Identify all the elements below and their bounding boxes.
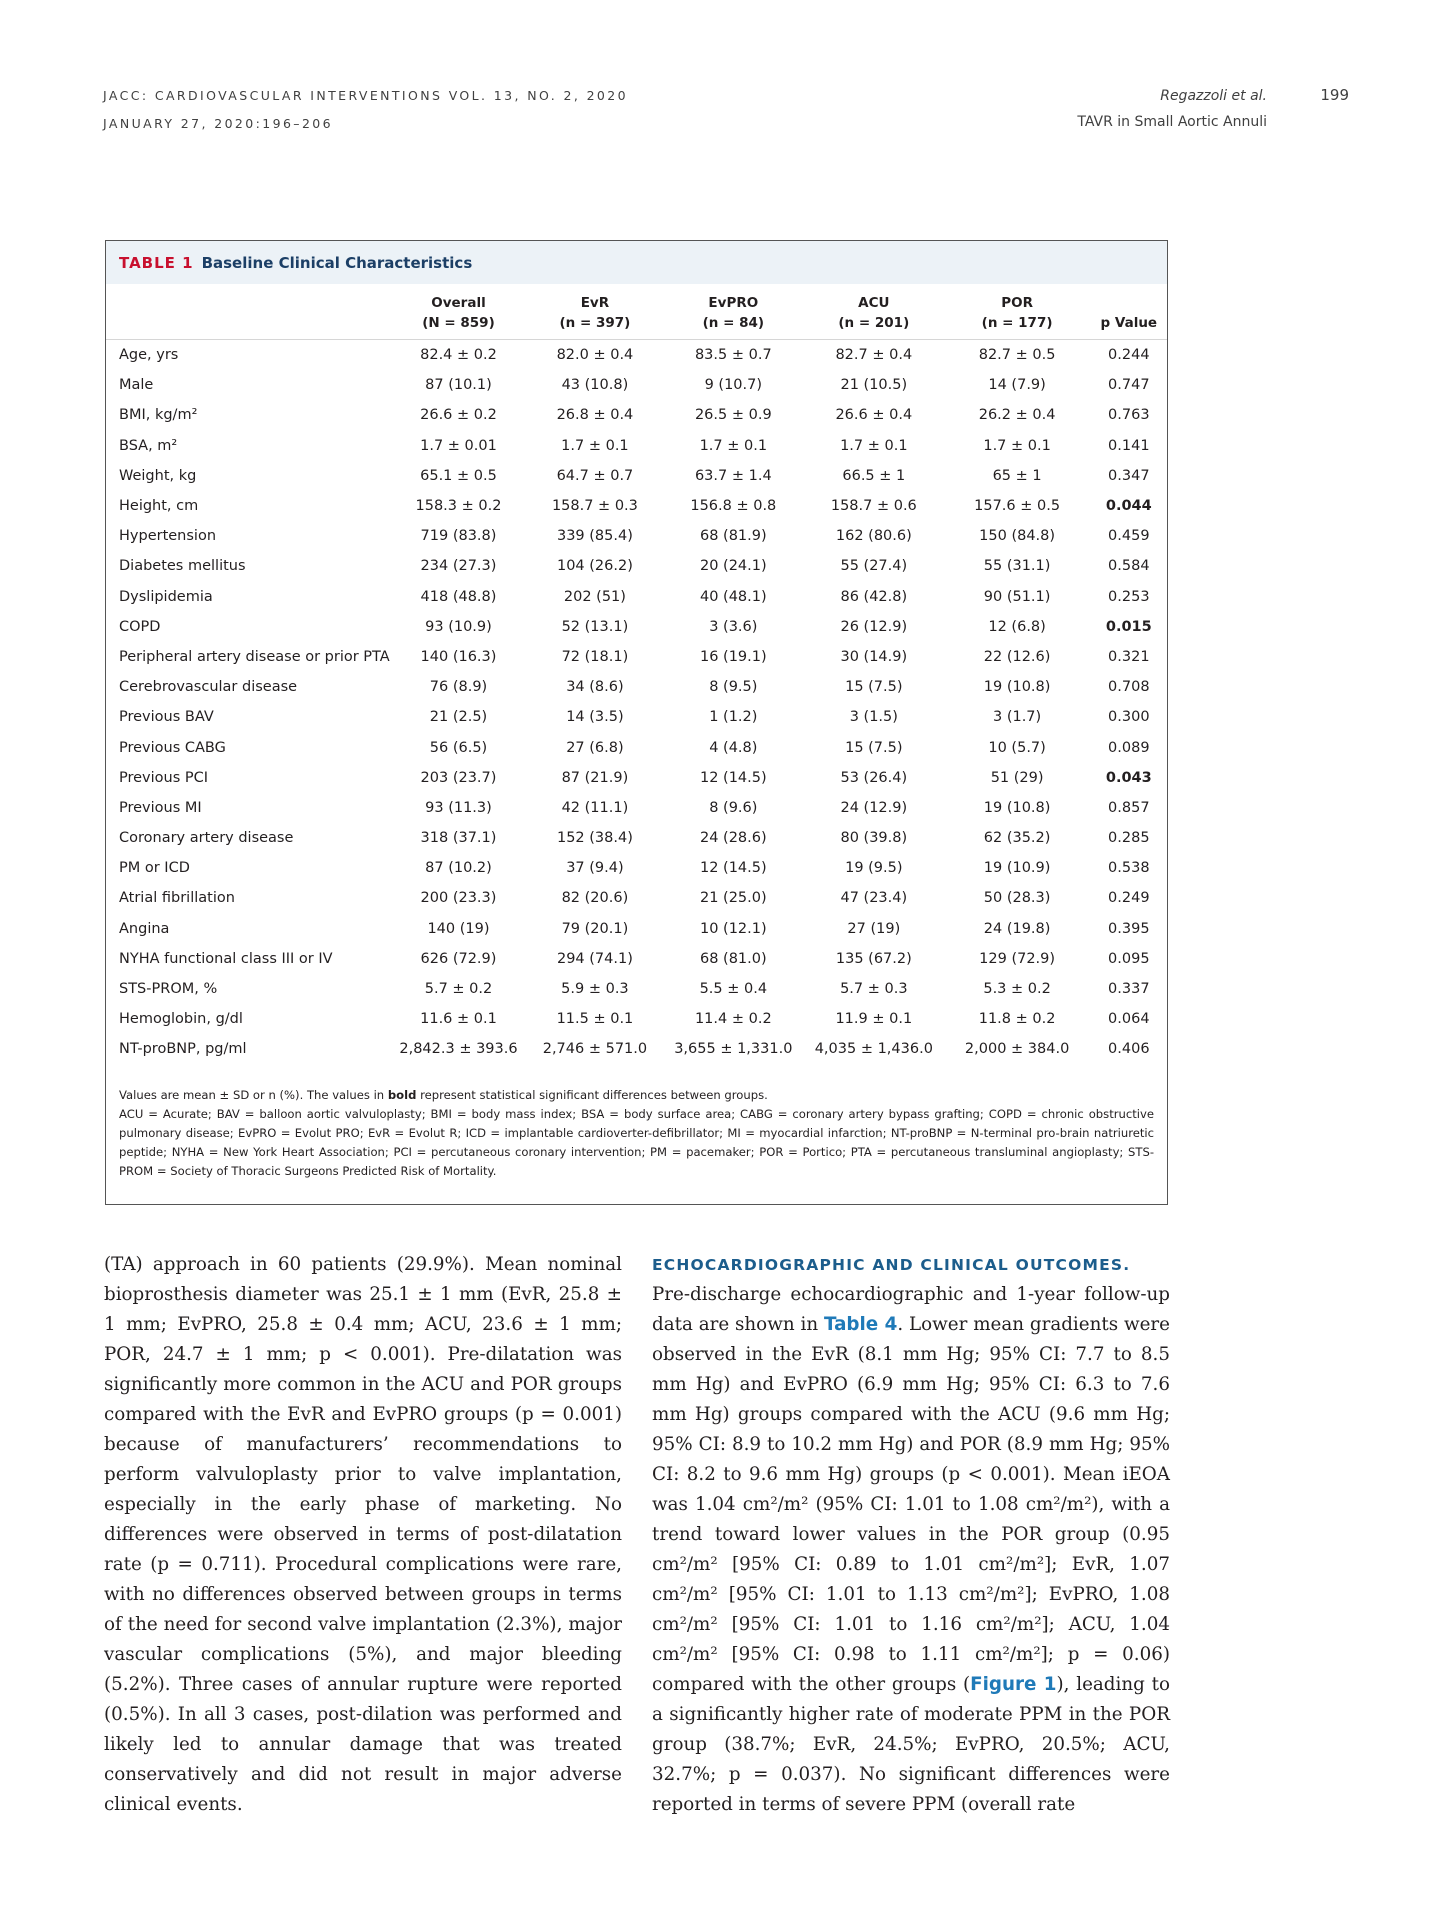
cell-value: 21 (2.5) [429, 709, 488, 726]
cell-value: 157.6 ± 0.5 [974, 498, 1061, 515]
row-label: Previous PCI [119, 769, 209, 786]
p-value: 0.285 [1108, 830, 1150, 847]
table-row [106, 823, 1167, 853]
cell-value: 93 (10.9) [425, 618, 492, 635]
section-heading: ECHOCARDIOGRAPHIC AND CLINICAL OUTCOMES. [652, 1256, 1131, 1274]
cell-value: 5.5 ± 0.4 [699, 981, 768, 998]
cell-value: 53 (26.4) [840, 769, 908, 786]
column-header: Overall (N = 859) [422, 295, 495, 331]
cell-value: 27 (6.8) [566, 739, 624, 756]
row-label: Height, cm [119, 498, 199, 515]
cell-value: 162 (80.6) [835, 528, 912, 545]
cell-value: 68 (81.9) [699, 528, 767, 545]
p-value: 0.406 [1108, 1041, 1150, 1058]
table-row [106, 793, 1167, 823]
cell-value: 65 ± 1 [992, 467, 1042, 484]
cell-value: 19 (10.8) [983, 679, 1051, 696]
cell-value: 19 (9.5) [845, 860, 903, 877]
cell-value: 3,655 ± 1,331.0 [674, 1041, 793, 1058]
table-row [106, 702, 1167, 732]
cell-value: 3 (1.7) [992, 709, 1042, 726]
cell-value: 66.5 ± 1 [842, 467, 906, 484]
cell-value: 626 (72.9) [420, 950, 497, 967]
table-row [106, 732, 1167, 762]
cell-value: 12 (14.5) [699, 860, 767, 877]
row-label: Atrial fibrillation [119, 890, 235, 907]
column-header: POR (n = 177) [981, 295, 1053, 331]
row-label: Previous MI [119, 799, 202, 816]
row-label: Age, yrs [106, 340, 390, 371]
cell-value: 52 (13.1) [561, 618, 629, 635]
cell-value: 4,035 ± 1,436.0 [814, 1041, 933, 1058]
cell-value: 5.3 ± 0.2 [983, 981, 1051, 998]
running-title: TAVR in Small Aortic Annuli [1077, 114, 1267, 130]
figure-1-link[interactable]: Figure 1 [970, 1674, 1057, 1695]
table-row [106, 431, 1167, 461]
table-row [106, 491, 1167, 521]
row-label: STS-PROM, % [119, 981, 218, 998]
table-row [106, 461, 1167, 491]
cell-value: 418 (48.8) [420, 588, 497, 605]
cell-value: 9 (10.7) [704, 377, 763, 394]
table-row [106, 582, 1167, 612]
cell-value: 20 (24.1) [699, 558, 767, 575]
cell-value: 16 (19.1) [699, 648, 767, 665]
cell-value: 50 (28.3) [983, 890, 1051, 907]
row-label: Diabetes mellitus [119, 558, 246, 575]
cell-value: 2,746 ± 571.0 [542, 1041, 648, 1058]
cell-value: 19 (10.9) [983, 860, 1051, 877]
cell-value: 56 (6.5) [429, 739, 488, 756]
cell-value: 5.9 ± 0.3 [561, 981, 629, 998]
table-body [106, 340, 1167, 1065]
cell-value: 24 (28.6) [699, 830, 767, 847]
cell-value: 140 (16.3) [420, 648, 497, 665]
cell-value: 51 (29) [990, 769, 1044, 786]
table-row [106, 1004, 1167, 1034]
cell-value: 14 (7.9) [988, 377, 1046, 394]
cell-value: 4 (4.8) [709, 739, 758, 756]
table-row [106, 612, 1167, 642]
cell-value: 30 (14.9) [840, 648, 908, 665]
cell-value: 82 (20.6) [561, 890, 629, 907]
table-row [106, 521, 1167, 551]
p-value: 0.395 [1108, 920, 1150, 937]
cell-value: 158.7 ± 0.3 [551, 498, 638, 515]
cell-value: 12 (6.8) [988, 618, 1046, 635]
cell-value: 24 (12.9) [840, 799, 908, 816]
cell-value: 12 (14.5) [699, 769, 767, 786]
row-label: COPD [119, 618, 161, 635]
cell-value: 339 (85.4) [556, 528, 633, 545]
cell-value: 158.7 ± 0.6 [830, 498, 917, 515]
cell-value: 156.8 ± 0.8 [690, 498, 777, 515]
cell-value: 234 (27.3) [420, 558, 497, 575]
cell-value: 15 (7.5) [845, 679, 903, 696]
journal-line-2: JANUARY 27, 2020:196–206 [103, 116, 334, 131]
cell-value: 3 (3.6) [709, 618, 758, 635]
cell-value: 202 (51) [563, 588, 626, 605]
cell-value: 87 (10.1) [425, 377, 492, 394]
cell-value: 5.7 ± 0.2 [424, 981, 493, 998]
p-value: 0.763 [1108, 407, 1150, 424]
table-row [106, 1034, 1167, 1064]
cell-value: 26.6 ± 0.4 [835, 407, 913, 424]
cell-value: 37 (9.4) [566, 860, 624, 877]
cell-value: 87 (21.9) [561, 769, 629, 786]
row-label: BMI, kg/m² [119, 407, 198, 424]
cell-value: 11.9 ± 0.1 [835, 1011, 913, 1028]
cell-value: 72 (18.1) [561, 648, 629, 665]
p-value: 0.747 [1108, 377, 1150, 394]
cell-value: 22 (12.6) [983, 648, 1051, 665]
cell-value: 82.7 ± 0.5 [944, 340, 1091, 371]
cell-value: 26.8 ± 0.4 [556, 407, 634, 424]
row-label: NYHA functional class III or IV [119, 950, 333, 967]
cell-value: 150 (84.8) [979, 528, 1056, 545]
p-value: 0.538 [1108, 860, 1150, 877]
cell-value: 21 (10.5) [840, 377, 908, 394]
cell-value: 1.7 ± 0.01 [420, 437, 497, 454]
table-title-bar [106, 241, 1167, 284]
row-label: NT-proBNP, pg/ml [119, 1041, 247, 1058]
table-row [106, 340, 1167, 371]
table-row [106, 672, 1167, 702]
footnote-abbreviations: ACU = Acurate; BAV = balloon aortic valvuloplasty; BMI = body mass index; BSA = body surface area; CABG = coronary artery bypass grafting; COPD = chronic obstructive pulmonary disease; EvPRO = Evolut PRO; EvR = Evolut R; ICD = implantable cardioverter-defibrillator; MI = myocardial infarction; NT-proBNP = N-terminal pro-brain natriuretic peptide; NYHA = New York Heart Association; PCI = percutaneous coronary intervention; PM = pacemaker; POR = Portico; PTA = percutaneous transluminal angioplasty; STS-PROM = Society of Thoracic Surgeons Predicted Risk of Mortality. [119, 1107, 1154, 1178]
row-label: Hemoglobin, g/dl [119, 1011, 243, 1028]
p-value: 0.584 [1108, 558, 1150, 575]
right-paragraph: ECHOCARDIOGRAPHIC AND CLINICAL OUTCOMES. Pre-discharge echocardiographic and 1-year follow-up data are shown in Table 4. Lower mean gradients were observed in the EvR (8.1 mm Hg; 95% CI: 7.7 to 8.5 mm Hg) and EvPRO (6.9 mm Hg; 95% CI: 6.3 to 7.6 mm Hg) groups compared with the ACU (9.6 mm Hg; 95% CI: 8.9 to 10.2 mm Hg) and POR (8.9 mm Hg; 95% CI: 8.2 to 9.6 mm Hg) groups (p < 0.001). Mean iEOA was 1.04 cm²/m² (95% CI: 1.01 to 1.08 cm²/m²), with a trend toward lower values in the POR group (0.95 cm²/m² [95% CI: 0.89 to 1.01 cm²/m²]; EvR, 1.07 cm²/m² [95% CI: 1.01 to 1.13 cm²/m²]; EvPRO, 1.08 cm²/m² [95% CI: 1.01 to 1.16 cm²/m²]; ACU, 1.04 cm²/m² [95% CI: 0.98 to 1.11 cm²/m²]; p = 0.06) compared with the other groups (Figure 1), leading to a significantly higher rate of moderate PPM in the POR group (38.7%; EvR, 24.5%; EvPRO, 20.5%; ACU, 32.7%; p = 0.037). No significant differences were reported in terms of severe PPM (overall rate [652, 1256, 1170, 1815]
cell-value: 62 (35.2) [983, 830, 1051, 847]
p-value: 0.708 [1108, 679, 1150, 696]
row-label: Male [119, 377, 154, 394]
row-label: Weight, kg [119, 467, 197, 484]
table-1 [105, 240, 1168, 1205]
cell-value: 64.7 ± 0.7 [556, 467, 634, 484]
cell-value: 129 (72.9) [979, 950, 1056, 967]
cell-value: 26.5 ± 0.9 [694, 407, 772, 424]
p-value: 0.253 [1108, 588, 1150, 605]
column-header: p Value [1100, 315, 1158, 331]
p-value: 0.857 [1108, 799, 1150, 816]
cell-value: 318 (37.1) [420, 830, 497, 847]
row-label: Angina [119, 920, 170, 937]
cell-value: 40 (48.1) [699, 588, 767, 605]
p-value: 0.095 [1108, 950, 1150, 967]
p-value: 0.089 [1108, 739, 1150, 756]
cell-value: 86 (42.8) [840, 588, 908, 605]
p-value: 0.249 [1108, 890, 1150, 907]
table-row [106, 642, 1167, 672]
cell-value: 10 (5.7) [988, 739, 1046, 756]
cell-value: 80 (39.8) [840, 830, 908, 847]
cell-value: 11.4 ± 0.2 [694, 1011, 772, 1028]
table-row [106, 883, 1167, 913]
table-row [106, 974, 1167, 1004]
cell-value: 26.6 ± 0.2 [420, 407, 497, 424]
cell-value: 82.7 ± 0.4 [804, 340, 944, 371]
cell-value: 87 (10.2) [425, 860, 492, 877]
table-row [106, 400, 1167, 430]
table-label: TABLE 1 [119, 254, 194, 272]
p-value: 0.347 [1108, 467, 1150, 484]
cell-value: 27 (19) [847, 920, 901, 937]
table-row [106, 853, 1167, 883]
right-column-text [652, 1250, 1170, 1820]
cell-value: 15 (7.5) [845, 739, 903, 756]
characteristics-table [106, 291, 1167, 1065]
cell-value: 135 (67.2) [835, 950, 912, 967]
row-label: Coronary artery disease [119, 830, 294, 847]
cell-value: 63.7 ± 1.4 [694, 467, 772, 484]
page-number: 199 [1320, 86, 1349, 104]
cell-value: 34 (8.6) [566, 679, 624, 696]
cell-value: 90 (51.1) [983, 588, 1051, 605]
cell-value: 83.5 ± 0.7 [663, 340, 804, 371]
p-value: 0.459 [1108, 528, 1150, 545]
p-value: 0.044 [1105, 498, 1152, 515]
cell-value: 93 (11.3) [425, 799, 492, 816]
cell-value: 10 (12.1) [699, 920, 767, 937]
cell-value: 1.7 ± 0.1 [561, 437, 629, 454]
p-value: 0.064 [1108, 1011, 1150, 1028]
row-label: BSA, m² [119, 437, 178, 454]
cell-value: 19 (10.8) [983, 799, 1051, 816]
cell-value: 24 (19.8) [983, 920, 1051, 937]
table-header-row [106, 291, 1167, 340]
table-4-link[interactable]: Table 4 [823, 1314, 898, 1335]
row-label: Peripheral artery disease or prior PTA [119, 648, 390, 665]
cell-value: 200 (23.3) [420, 890, 497, 907]
p-value: 0.300 [1108, 709, 1150, 726]
cell-value: 42 (11.1) [561, 799, 629, 816]
cell-value: 1.7 ± 0.1 [983, 437, 1051, 454]
cell-value: 43 (10.8) [561, 377, 629, 394]
table-title [119, 254, 472, 272]
p-value: 0.141 [1108, 437, 1150, 454]
table-row [106, 551, 1167, 581]
cell-value: 47 (23.4) [840, 890, 908, 907]
author-line: Regazzoli et al. [1160, 88, 1267, 104]
column-header: ACU (n = 201) [838, 295, 910, 331]
table-row [106, 370, 1167, 400]
cell-value: 8 (9.5) [709, 679, 758, 696]
cell-value: 11.5 ± 0.1 [556, 1011, 634, 1028]
table-row [106, 914, 1167, 944]
row-label: Cerebrovascular disease [119, 679, 298, 696]
cell-value: 5.7 ± 0.3 [840, 981, 908, 998]
cell-value: 8 (9.6) [709, 799, 758, 816]
cell-value: 158.3 ± 0.2 [415, 498, 502, 515]
journal-line-1: JACC: CARDIOVASCULAR INTERVENTIONS VOL. 13, NO. 2, 2020 [103, 88, 628, 103]
column-header: EvR (n = 397) [559, 295, 631, 331]
row-label: PM or ICD [119, 860, 190, 877]
cell-value: 719 (83.8) [420, 528, 497, 545]
footnote-values: Values are mean ± SD or n (%). The values in bold represent statistical significant differences between groups. [119, 1088, 768, 1102]
header-empty [106, 291, 390, 340]
cell-value: 140 (19) [427, 920, 490, 937]
row-label: Hypertension [119, 528, 217, 545]
p-value: 0.321 [1108, 648, 1150, 665]
cell-value: 1.7 ± 0.1 [699, 437, 768, 454]
row-label: Dyslipidemia [119, 588, 213, 605]
cell-value: 11.8 ± 0.2 [978, 1011, 1056, 1028]
cell-value: 21 (25.0) [699, 890, 767, 907]
cell-value: 3 (1.5) [849, 709, 898, 726]
cell-value: 26.2 ± 0.4 [978, 407, 1056, 424]
cell-value: 294 (74.1) [556, 950, 633, 967]
cell-value: 26 (12.9) [840, 618, 908, 635]
cell-value: 203 (23.7) [420, 769, 497, 786]
cell-value: 2,000 ± 384.0 [964, 1041, 1070, 1058]
row-label: Previous CABG [119, 739, 226, 756]
cell-value: 82.4 ± 0.2 [390, 340, 528, 371]
table-row [106, 763, 1167, 793]
cell-value: 79 (20.1) [561, 920, 629, 937]
cell-value: 104 (26.2) [556, 558, 633, 575]
cell-value: 76 (8.9) [429, 679, 488, 696]
left-paragraph: (TA) approach in 60 patients (29.9%). Mean nominal bioprosthesis diameter was 25.1 ± 1 mm (EvR, 25.8 ± 1 mm; EvPRO, 25.8 ± 0.4 mm; ACU, 23.6 ± 1 mm; POR, 24.7 ± 1 mm; p < 0.001). Pre-dilatation was significantly more common in the ACU and POR groups compared with the EvR and EvPRO groups (p = 0.001) because of manufacturers’ recommendations to perform valvuloplasty prior to valve implantation, especially in the early phase of marketing. No differences were observed in terms of post-dilatation rate (p = 0.711). Procedural complications were rare, with no differences observed between groups in terms of the need for second valve implantation (2.3%), major vascular complications (5%), and major bleeding (5.2%). Three cases of annular rupture were reported (0.5%). In all 3 cases, post-dilation was performed and likely led to annular damage that was treated conservatively and did not result in major adverse clinical events. [104, 1254, 622, 1815]
column-header: EvPRO (n = 84) [702, 295, 765, 331]
cell-value: 68 (81.0) [699, 950, 767, 967]
p-value: 0.337 [1108, 981, 1150, 998]
p-value: 0.244 [1091, 340, 1167, 371]
row-label: Previous BAV [119, 709, 214, 726]
cell-value: 152 (38.4) [556, 830, 633, 847]
cell-value: 65.1 ± 0.5 [420, 467, 497, 484]
cell-value: 1.7 ± 0.1 [840, 437, 908, 454]
cell-value: 55 (27.4) [840, 558, 908, 575]
cell-value: 14 (3.5) [566, 709, 624, 726]
cell-value: 11.6 ± 0.1 [420, 1011, 497, 1028]
cell-value: 2,842.3 ± 393.6 [399, 1041, 518, 1058]
table-caption: Baseline Clinical Characteristics [201, 254, 473, 272]
cell-value: 55 (31.1) [983, 558, 1051, 575]
table-row [106, 944, 1167, 974]
cell-value: 82.0 ± 0.4 [527, 340, 662, 371]
p-value: 0.015 [1105, 618, 1152, 635]
cell-value: 1 (1.2) [709, 709, 758, 726]
left-column-text [104, 1250, 622, 1820]
p-value: 0.043 [1105, 769, 1152, 786]
table-footnote [119, 1086, 1154, 1181]
